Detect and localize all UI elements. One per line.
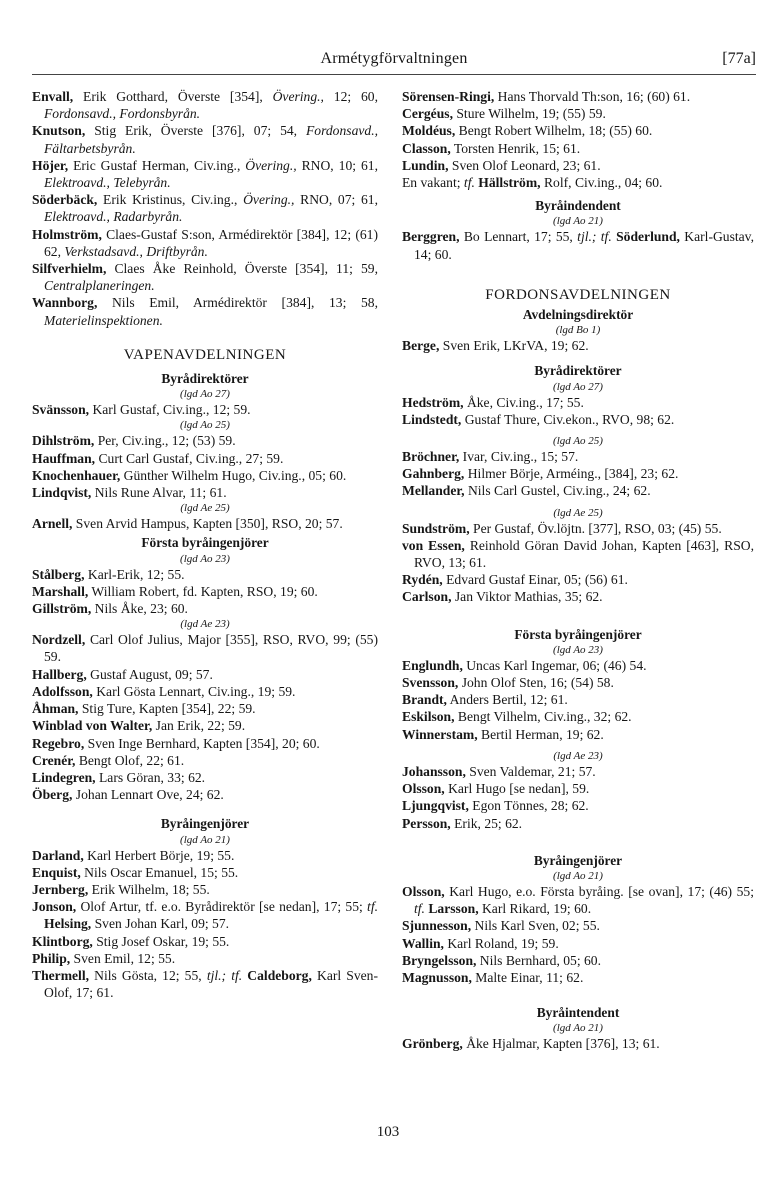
entry-name: Holmström, — [32, 226, 102, 242]
list-item — [32, 122, 378, 156]
entry-text: Carl Olof Julius, Major [355], RSO, RVO, 99; (55) 59. — [44, 632, 378, 665]
entry-text: Nils Oscar Emanuel, 15; 55. — [80, 864, 239, 880]
entry-name: Envall, — [32, 89, 74, 104]
entry-name: Larsson, — [428, 901, 479, 917]
list-item — [32, 191, 378, 225]
entry-name: Regebro, — [32, 735, 85, 751]
entry-text: Reinhold Göran David Johan, Kapten [463], RSO, RVO, 13; 61. — [414, 537, 754, 571]
entry-text: Nils Bernhard, 05; 60. — [476, 952, 602, 968]
entry-italic: tjl.; tf. — [577, 229, 612, 245]
entry-name: Lundin, — [402, 157, 449, 173]
list-item — [32, 898, 378, 932]
entry-text: Nils Karl Sven, 02; 55. — [471, 918, 600, 934]
subheading: Byrådirektörer — [161, 371, 249, 387]
list-item — [32, 583, 378, 600]
subheading: Byråintendent — [536, 1005, 620, 1021]
entry-name: Öberg, — [32, 787, 73, 803]
entry-text: Sven Arvid Hampus, Kapten [350], RSO, 20; 57. — [72, 516, 343, 532]
list-item — [402, 1035, 754, 1052]
entry-name: Crenér, — [32, 752, 76, 768]
list-item — [32, 260, 378, 294]
entry-name: Svensson, — [402, 675, 459, 691]
entry-text: Nils Gösta, 12; 55, — [89, 967, 207, 983]
entry-italic: tf. — [367, 899, 378, 915]
list-item — [32, 666, 378, 683]
list-item — [32, 847, 378, 864]
list-item — [32, 450, 378, 467]
entry-text: Åke Hjalmar, Kapten [376], 13; 61. — [462, 1036, 660, 1052]
list-item — [402, 520, 754, 537]
entry-name: Adolfsson, — [32, 683, 93, 699]
list-item — [402, 122, 754, 139]
list-item — [32, 226, 378, 260]
list-item — [402, 482, 754, 499]
entry-text: Günther Wilhelm Hugo, Civ.ing., 05; 60. — [120, 467, 347, 483]
entry-name: Johansson, — [402, 763, 466, 779]
entry-name: Helsing, — [44, 916, 92, 932]
header-rule — [32, 74, 756, 75]
list-item — [402, 88, 754, 105]
entry-text: John Olof Sten, 16; (54) 58. — [458, 675, 614, 691]
entry-name: Hauffman, — [32, 450, 96, 466]
right-column — [402, 88, 754, 1053]
entry-name: Bröchner, — [402, 449, 460, 465]
grade-label: (lgd Ao 21) — [553, 215, 603, 228]
entry-italic: Fordonsavd., Fältarbetsbyrån. — [44, 123, 378, 156]
subheading: Byråingenjörer — [533, 852, 623, 868]
entry-italic: Övering., — [243, 192, 301, 208]
page-number: 103 — [376, 1124, 400, 1140]
list-item — [32, 566, 378, 583]
list-item — [402, 174, 754, 191]
entry-name: Marshall, — [32, 583, 89, 599]
grade-label: (lgd Ae 25) — [553, 506, 603, 519]
grade-label: (lgd Ao 23) — [553, 643, 603, 656]
entry-text: Erik, 25; 62. — [450, 815, 523, 831]
entry-name: Englundh, — [402, 657, 463, 673]
list-item — [402, 657, 754, 674]
entry-name: Jernberg, — [32, 881, 89, 897]
entry-name: Classon, — [402, 140, 451, 156]
entry-name: Philip, — [32, 950, 71, 966]
entry-text: Gustaf Thure, Civ.ekon., RVO, 98; 62. — [461, 411, 675, 427]
entry-italic: Centralplaneringen. — [44, 278, 155, 294]
entry-italic: tf. — [463, 175, 475, 191]
entry-name: Brandt, — [402, 692, 447, 708]
entry-text: Olof Artur, tf. e.o. Byrådirektör [se nedan], 17; 55; — [76, 899, 368, 915]
entry-text: Gustaf August, 09; 57. — [86, 666, 213, 682]
entry-text: RNO, 10; 61, — [301, 157, 378, 173]
entry-text: Anders Bertil, 12; 61. — [446, 692, 568, 708]
section-title-vapenavdelningen: VAPENAVDELNINGEN — [123, 346, 287, 363]
entry-name: Enquist, — [32, 864, 81, 880]
entry-name: Ljungqvist, — [402, 798, 469, 814]
entry-name: Hällström, — [478, 175, 541, 191]
entry-text: Per Gustaf, Öv.löjtn. [377], RSO, 03; (45) 55. — [469, 520, 722, 536]
grade-label: (lgd Ao 21) — [553, 869, 603, 882]
entry-name: Sjunnesson, — [402, 918, 472, 934]
list-item — [32, 294, 378, 328]
grade-label: (lgd Ao 27) — [553, 380, 603, 393]
list-item — [402, 448, 754, 465]
entry-name: Winblad von Walter, — [32, 718, 153, 734]
page-header — [32, 50, 756, 72]
entry-name: Mellander, — [402, 483, 465, 499]
entry-text: Lars Göran, 33; 62. — [95, 769, 206, 785]
list-item — [32, 752, 378, 769]
subheading: Första byråingenjörer — [141, 535, 269, 551]
entry-text: Karl Hugo [se nedan], 59. — [444, 781, 590, 797]
entry-text: Stig Erik, Överste [376], 07; 54, — [85, 123, 306, 139]
left-column — [32, 88, 378, 1001]
list-item — [402, 726, 754, 743]
section-title-fordonsavdelningen: FORDONSAVDELNINGEN — [485, 286, 671, 303]
entry-name: Arnell, — [32, 516, 73, 532]
entry-italic: tf. — [414, 901, 425, 917]
entry-text: Bo Lennart, 17; 55, — [459, 229, 578, 245]
entry-name: Söderlund, — [616, 229, 680, 245]
list-item — [402, 797, 754, 814]
list-item — [32, 717, 378, 734]
entry-name: Winnerstam, — [402, 726, 478, 742]
list-item — [402, 708, 754, 725]
entry-text: Uncas Karl Ingemar, 06; (46) 54. — [462, 657, 647, 673]
list-item — [402, 917, 754, 934]
entry-italic: Verkstadsavd., Driftbyrån. — [64, 243, 208, 259]
entry-text: Egon Tönnes, 28; 62. — [468, 798, 589, 814]
entry-name: Höjer, — [32, 157, 69, 173]
entry-name: Jonson, — [32, 899, 77, 915]
entry-name: Nordzell, — [32, 632, 86, 648]
list-item — [402, 140, 754, 157]
entry-text: Sven Erik, LKrVA, 19; 62. — [439, 338, 589, 354]
list-item — [32, 515, 378, 532]
entry-text: Erik Gotthard, Överste [354], — [73, 89, 273, 104]
entry-name: Silfverhielm, — [32, 261, 107, 277]
entry-name: Åhman, — [32, 701, 79, 717]
entry-text: Karl-Erik, 12; 55. — [84, 566, 185, 582]
entry-name: Eskilson, — [402, 709, 455, 725]
entry-name: Magnusson, — [402, 969, 472, 985]
list-item — [32, 933, 378, 950]
list-item — [402, 674, 754, 691]
entry-text: Claes-Gustaf S:son, Armédirektör [384], 12; (61) 62, — [44, 226, 378, 259]
list-item — [402, 815, 754, 832]
entry-text: Sven Johan Karl, 09; 57. — [91, 916, 230, 932]
entry-name: Svänsson, — [32, 402, 90, 418]
list-item — [402, 883, 754, 917]
entry-text: 12; 60, — [333, 89, 378, 104]
list-item — [402, 228, 754, 262]
entry-text: Torsten Henrik, 15; 61. — [450, 140, 581, 156]
entry-name: Grönberg, — [402, 1036, 463, 1052]
list-item — [402, 588, 754, 605]
entry-text: Sven Emil, 12; 55. — [70, 950, 176, 966]
entry-text: Bengt Olof, 22; 61. — [75, 752, 185, 768]
entry-name: Carlson, — [402, 589, 452, 605]
entry-text: Jan Erik, 22; 59. — [152, 718, 246, 734]
list-item — [32, 631, 378, 665]
list-item — [402, 394, 754, 411]
list-item — [32, 600, 378, 617]
entry-name: Knochenhauer, — [32, 467, 121, 483]
list-item — [32, 700, 378, 717]
entry-text: Bertil Herman, 19; 62. — [477, 726, 604, 742]
entry-name: Lindstedt, — [402, 411, 462, 427]
subheading: Avdelningsdirektör — [522, 307, 634, 323]
entry-text: Sven Valdemar, 21; 57. — [465, 763, 596, 779]
entry-text: Stig Josef Oskar, 19; 55. — [92, 933, 230, 949]
entry-text: Bengt Robert Wilhelm, 18; (55) 60. — [455, 123, 653, 139]
entry-text: Karl Gösta Lennart, Civ.ing., 19; 59. — [92, 683, 296, 699]
entry-text: Ivar, Civ.ing., 15; 57. — [459, 449, 579, 465]
entry-text: Karl Rikard, 19; 60. — [478, 901, 592, 917]
list-item — [32, 157, 378, 191]
list-item — [402, 411, 754, 428]
list-item — [32, 467, 378, 484]
running-title: Armétygförvaltningen — [320, 50, 468, 67]
list-item — [402, 537, 754, 571]
entry-text: Åke, Civ.ing., 17; 55. — [463, 394, 584, 410]
list-item — [32, 786, 378, 803]
entry-name: Olsson, — [402, 883, 445, 899]
grade-label: (lgd Ao 21) — [180, 833, 230, 846]
entry-text: Rolf, Civ.ing., 04; 60. — [540, 175, 663, 191]
entry-italic: Elektroavd., Radarbyrån. — [44, 209, 183, 225]
grade-label: (lgd Ao 25) — [180, 419, 230, 432]
entry-text: Eric Gustaf Herman, Civ.ing., — [68, 157, 246, 173]
entry-text: Per, Civ.ing., 12; (53) 59. — [94, 433, 236, 449]
grade-label: (lgd Ao 21) — [553, 1022, 603, 1035]
grade-label: (lgd Ae 23) — [553, 749, 603, 762]
entry-text: Sven Olof Leonard, 23; 61. — [448, 157, 601, 173]
list-item — [402, 337, 754, 354]
entry-name: Sörensen-Ringi, — [402, 89, 495, 104]
entry-text: Edvard Gustaf Einar, 05; (56) 61. — [442, 572, 628, 588]
entry-italic: Övering., — [245, 157, 302, 173]
entry-name: Sundström, — [402, 520, 470, 536]
entry-text: Malte Einar, 11; 62. — [471, 969, 584, 985]
entry-name: Moldéus, — [402, 123, 456, 139]
entry-text: Erik Wilhelm, 18; 55. — [88, 881, 210, 897]
entry-name: Wannborg, — [32, 295, 98, 311]
entry-text: Hilmer Börje, Arméing., [384], 23; 62. — [464, 466, 679, 482]
entry-text: Karl Sven-Olof, 17; 61. — [44, 967, 379, 1001]
list-item — [402, 105, 754, 122]
grade-label: (lgd Ao 25) — [553, 435, 603, 448]
entry-text: Karl Herbert Börje, 19; 55. — [83, 847, 235, 863]
list-item — [32, 950, 378, 967]
entry-text: Nils Åke, 23; 60. — [91, 601, 188, 617]
subheading: Första byråingenjörer — [514, 626, 642, 642]
entry-name: Knutson, — [32, 123, 86, 139]
entry-text: Nils Carl Gustel, Civ.ing., 24; 62. — [464, 483, 651, 499]
entry-text: Karl Roland, 19; 59. — [443, 935, 559, 951]
entry-name: Cergéus, — [402, 106, 453, 122]
entry-italic: Fordonsavd., Fordonsbyrån. — [44, 106, 201, 122]
entry-name: Dihlström, — [32, 433, 95, 449]
entry-name: Hallberg, — [32, 666, 87, 682]
list-item — [32, 401, 378, 418]
left-top-entries — [32, 88, 378, 329]
entry-text: William Robert, fd. Kapten, RSO, 19; 60. — [88, 583, 318, 599]
list-item — [402, 780, 754, 797]
entry-name: Bryngelsson, — [402, 952, 477, 968]
entry-name: Caldeborg, — [247, 967, 312, 983]
list-item — [402, 571, 754, 588]
entry-name: Wallin, — [402, 935, 444, 951]
entry-name: von Essen, — [402, 537, 465, 553]
entry-italic: Elektroavd., Telebyrån. — [44, 175, 171, 191]
grade-label: (lgd Ae 23) — [180, 618, 230, 631]
entry-text: RNO, 07; 61, — [300, 192, 378, 208]
entry-text: Nils Rune Alvar, 11; 61. — [91, 485, 227, 501]
entry-text: Hans Thorvald Th:son, 16; (60) 61. — [494, 89, 691, 104]
entry-text: Curt Carl Gustaf, Civ.ing., 27; 59. — [95, 450, 284, 466]
entry-text: Karl Gustaf, Civ.ing., 12; 59. — [89, 402, 251, 418]
list-item — [32, 484, 378, 501]
entry-name: Lindegren, — [32, 769, 96, 785]
list-item — [32, 88, 378, 122]
entry-name: Rydén, — [402, 572, 443, 588]
subheading: Byråindendent — [535, 198, 621, 214]
grade-label: (lgd Ao 23) — [180, 552, 230, 565]
entry-text: Karl-Gustav, 14; 60. — [414, 229, 754, 262]
page-reference: [77a] — [722, 50, 756, 67]
entry-italic: Materielinspektionen. — [44, 312, 163, 328]
list-item — [32, 432, 378, 449]
entry-name: Klintborg, — [32, 933, 93, 949]
entry-name: Persson, — [402, 815, 451, 831]
entry-text: En vakant; — [402, 175, 464, 191]
entry-name: Hedström, — [402, 394, 464, 410]
entry-text: Johan Lennart Ove, 24; 62. — [72, 787, 224, 803]
grade-label: (lgd Ae 25) — [180, 502, 230, 515]
entry-name: Berggren, — [402, 229, 460, 245]
entry-name: Gillström, — [32, 601, 92, 617]
list-item — [402, 969, 754, 986]
list-item — [402, 935, 754, 952]
list-item — [32, 864, 378, 881]
entry-italic: Övering., — [272, 89, 334, 104]
entry-name: Stålberg, — [32, 566, 85, 582]
entry-text: Bengt Vilhelm, Civ.ing., 32; 62. — [454, 709, 632, 725]
entry-text: Erik Kristinus, Civ.ing., — [97, 192, 244, 208]
list-item — [32, 735, 378, 752]
list-item — [402, 465, 754, 482]
entry-text: Nils Emil, Armédirektör [384], 13; 58, — [97, 295, 378, 311]
list-item — [402, 157, 754, 174]
grade-label: (lgd Ao 27) — [180, 388, 230, 401]
list-item — [32, 881, 378, 898]
subheading: Byråingenjörer — [160, 816, 250, 832]
entry-text: Claes Åke Reinhold, Överste [354], 11; 59, — [106, 261, 378, 277]
entry-text: Sture Wilhelm, 19; (55) 59. — [452, 106, 606, 122]
grade-label: (lgd Bo 1) — [555, 324, 601, 337]
entry-text: Sven Inge Bernhard, Kapten [354], 20; 60. — [84, 735, 320, 751]
list-item — [402, 763, 754, 780]
entry-italic: tjl.; tf. — [206, 967, 243, 983]
entry-name: Thermell, — [32, 967, 90, 983]
entry-text: Stig Ture, Kapten [354], 22; 59. — [78, 701, 256, 717]
subheading: Byrådirektörer — [534, 363, 622, 379]
entry-text: Karl Hugo, e.o. Första byråing. [se ovan], 17; (46) 55; — [444, 883, 754, 899]
entry-name: Gahnberg, — [402, 466, 465, 482]
entry-name: Söderbäck, — [32, 192, 98, 208]
list-item — [32, 769, 378, 786]
entry-name: Olsson, — [402, 781, 445, 797]
entry-name: Darland, — [32, 847, 84, 863]
list-item — [32, 683, 378, 700]
list-item — [32, 967, 378, 1001]
entry-name: Berge, — [402, 338, 440, 354]
list-item — [402, 952, 754, 969]
list-item — [402, 691, 754, 708]
entry-text: Jan Viktor Mathias, 35; 62. — [451, 589, 603, 605]
entry-name: Lindqvist, — [32, 485, 92, 501]
